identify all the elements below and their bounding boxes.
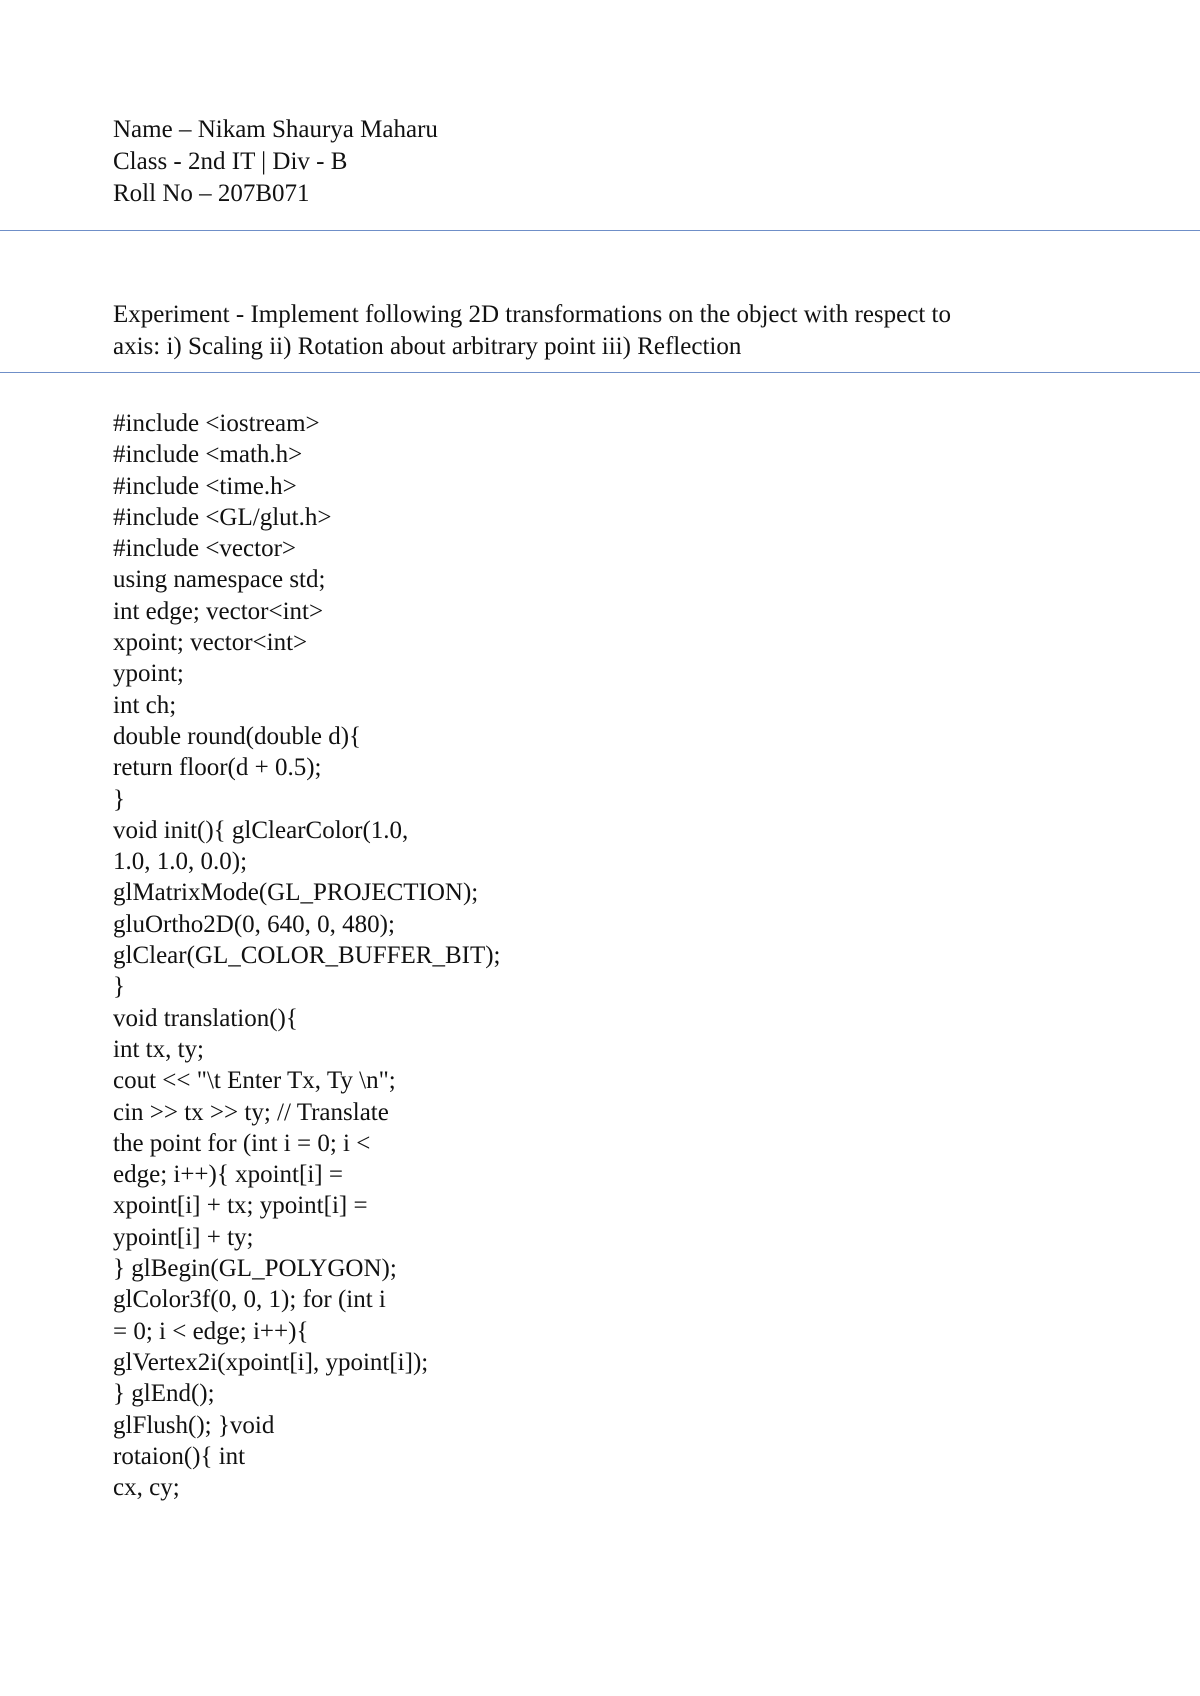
code-line: } glEnd(); [113,1380,215,1408]
code-line: 1.0, 1.0, 0.0); [113,848,248,876]
code-line: #include <time.h> [113,472,297,500]
divider-line [0,230,1200,231]
student-info [113,114,438,210]
code-line: = 0; i < edge; i++){ [113,1317,309,1345]
code-line: int tx, ty; [113,1035,204,1063]
experiment-line-2: axis: i) Scaling ii) Rotation about arbitrary point iii) Reflection [113,333,742,360]
code-line: cout << "\t Enter Tx, Ty \n"; [113,1067,396,1095]
code-line: #include <math.h> [113,441,303,469]
code-line: #include <iostream> [113,410,320,437]
code-line: glVertex2i(xpoint[i], ypoint[i]); [113,1348,429,1376]
code-line: #include <vector> [113,535,296,563]
code-line: int edge; vector<int> [113,597,324,625]
code-line: cx, cy; [113,1474,180,1502]
code-line: the point for (int i = 0; i < [113,1129,371,1157]
code-line: xpoint; vector<int> [113,629,308,657]
code-line: void init(){ glClearColor(1.0, [113,816,409,844]
code-line: #include <GL/glut.h> [113,503,332,531]
code-line: void translation(){ [113,1004,298,1032]
student-roll-number: Roll No – 207B071 [113,180,310,207]
code-line: glColor3f(0, 0, 1); for (int i [113,1286,386,1314]
code-listing [113,408,501,1503]
code-line: } [113,785,125,813]
code-line: double round(double d){ [113,722,362,750]
code-line: glClear(GL_COLOR_BUFFER_BIT); [113,942,501,970]
code-line: xpoint[i] + tx; ypoint[i] = [113,1192,368,1220]
code-line: return floor(d + 0.5); [113,754,322,782]
experiment-title [113,299,1033,363]
student-class: Class - 2nd IT | Div - B [113,148,348,175]
code-line: edge; i++){ xpoint[i] = [113,1161,343,1189]
code-line: ypoint; [113,660,184,688]
code-line: glFlush(); }void [113,1411,275,1439]
code-line: } glBegin(GL_POLYGON); [113,1255,397,1283]
code-line: rotaion(){ int [113,1442,246,1470]
code-line: gluOrtho2D(0, 640, 0, 480); [113,910,395,938]
code-line: using namespace std; [113,566,326,594]
code-line: cin >> tx >> ty; // Translate [113,1098,389,1126]
code-line: int ch; [113,691,177,719]
student-name: Name – Nikam Shaurya Maharu [113,116,438,143]
code-line: } [113,973,125,1001]
experiment-line-1: Experiment - Implement following 2D transformations on the object with respect to [113,301,951,328]
divider-line [0,372,1200,373]
code-line: glMatrixMode(GL_PROJECTION); [113,879,479,907]
code-line: ypoint[i] + ty; [113,1223,254,1251]
